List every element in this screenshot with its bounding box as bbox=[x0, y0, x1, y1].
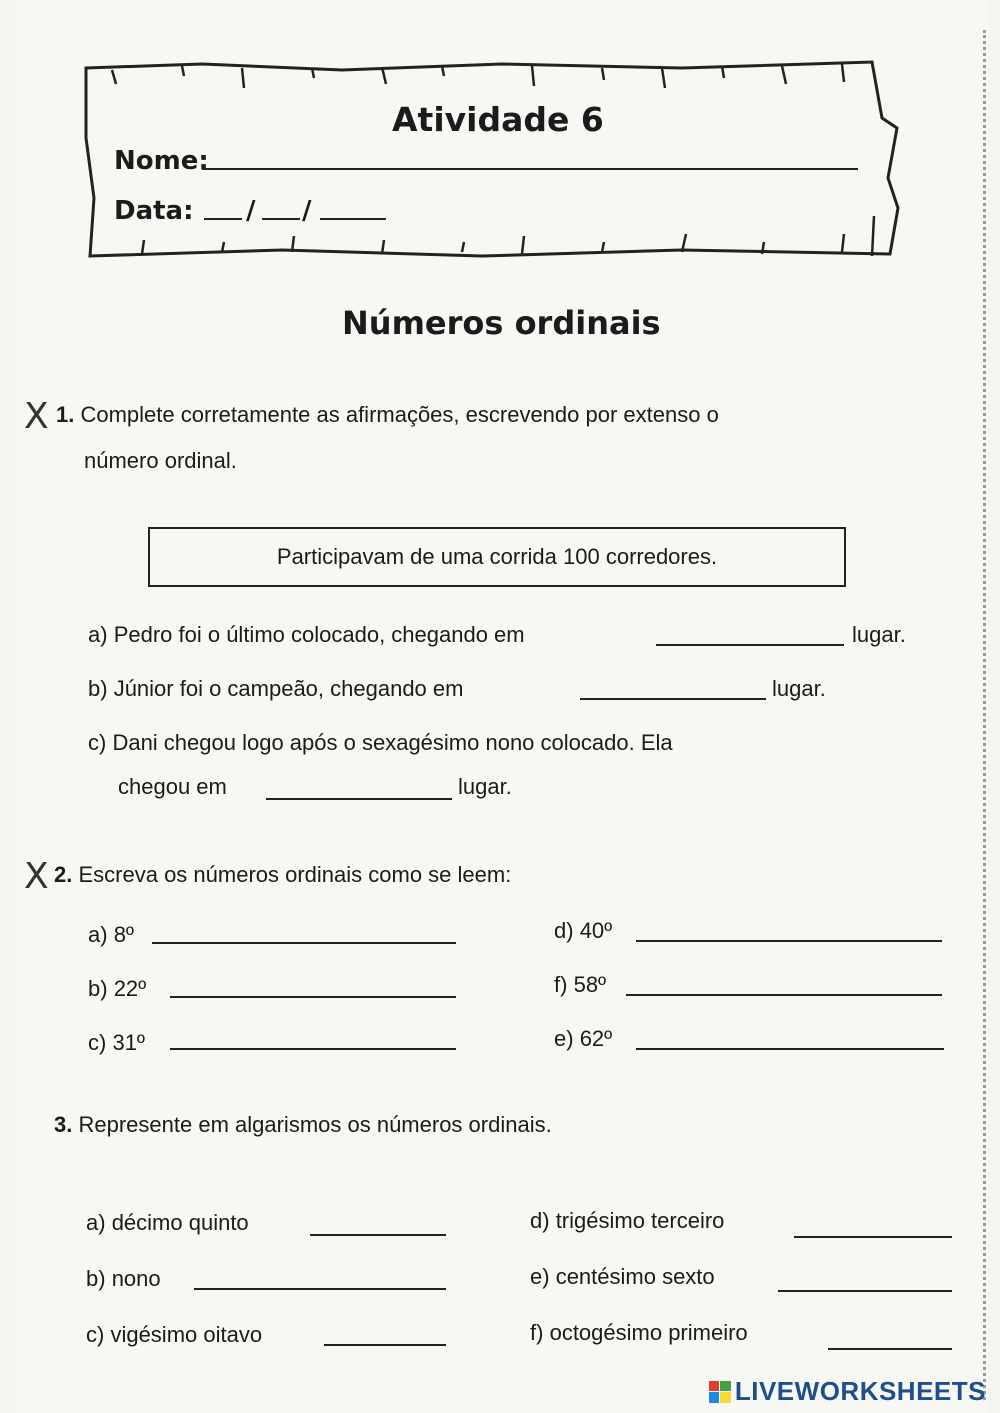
q2-f-answer-field[interactable] bbox=[626, 994, 942, 996]
q2-item-f bbox=[554, 972, 606, 998]
q1-number: 1. bbox=[56, 402, 75, 427]
date-day-field[interactable] bbox=[204, 218, 242, 220]
item-label: c) bbox=[88, 1030, 107, 1055]
q1-c-answer-field[interactable] bbox=[266, 798, 452, 800]
q3-b-answer-field[interactable] bbox=[194, 1288, 446, 1290]
item-label: b) bbox=[86, 1266, 106, 1291]
q2-b-answer-field[interactable] bbox=[170, 996, 456, 998]
item-value: trigésimo terceiro bbox=[555, 1208, 725, 1233]
q2-a-answer-field[interactable] bbox=[152, 942, 456, 944]
date-separator: / bbox=[302, 196, 312, 226]
q2-c-answer-field[interactable] bbox=[170, 1048, 456, 1050]
item-text: Pedro foi o último colocado, chegando em bbox=[113, 622, 525, 647]
q2-item-b bbox=[88, 976, 146, 1002]
item-text: chegou em bbox=[118, 774, 227, 799]
item-value: vigésimo oitavo bbox=[110, 1322, 263, 1347]
date-label: Data: bbox=[114, 196, 194, 226]
perforated-edge bbox=[983, 30, 986, 1400]
q3-item-d bbox=[530, 1208, 724, 1234]
item-label: f) bbox=[530, 1320, 544, 1345]
q3-item-f bbox=[530, 1320, 748, 1346]
q1-b-answer-field[interactable] bbox=[580, 698, 766, 700]
item-text: Dani chegou logo após o sexagésimo nono colocado. Ela bbox=[112, 730, 673, 755]
item-label: e) bbox=[554, 1026, 574, 1051]
item-value: 62º bbox=[579, 1026, 613, 1051]
item-value: 8º bbox=[113, 922, 134, 947]
item-label: d) bbox=[554, 918, 574, 943]
item-suffix: lugar. bbox=[458, 774, 512, 799]
q2-prompt: Escreva os números ordinais como se leem: bbox=[78, 862, 512, 887]
item-value: 58º bbox=[573, 972, 607, 997]
item-label: f) bbox=[554, 972, 568, 997]
x-mark: X bbox=[24, 856, 49, 897]
brand-text: LIVEWORKSHEETS bbox=[734, 1376, 986, 1406]
item-label: b) bbox=[88, 976, 108, 1001]
logo-icon bbox=[709, 1381, 731, 1403]
q3-f-answer-field[interactable] bbox=[828, 1348, 952, 1350]
q3-a-answer-field[interactable] bbox=[310, 1234, 446, 1236]
q3-item-c bbox=[86, 1322, 262, 1348]
q1-item-c bbox=[88, 730, 673, 756]
q1-prompt-line2: número ordinal. bbox=[84, 448, 237, 473]
item-value: 22º bbox=[113, 976, 147, 1001]
name-field[interactable] bbox=[202, 168, 858, 170]
item-suffix: lugar. bbox=[852, 622, 906, 647]
item-suffix: lugar. bbox=[772, 676, 826, 701]
q3-c-answer-field[interactable] bbox=[324, 1344, 446, 1346]
item-value: 31º bbox=[112, 1030, 145, 1055]
x-mark: X bbox=[24, 396, 49, 437]
item-label: a) bbox=[88, 922, 108, 947]
q3-d-answer-field[interactable] bbox=[794, 1236, 952, 1238]
q1-a-answer-field[interactable] bbox=[656, 644, 844, 646]
q1-prompt-line1 bbox=[56, 402, 719, 428]
item-label: a) bbox=[86, 1210, 106, 1235]
liveworksheets-logo[interactable] bbox=[709, 1376, 986, 1407]
item-label: a) bbox=[88, 622, 108, 647]
date-year-field[interactable] bbox=[320, 218, 386, 220]
item-label: d) bbox=[530, 1208, 550, 1233]
q2-prompt-line bbox=[54, 862, 511, 888]
q2-item-a bbox=[88, 922, 134, 948]
q1-item-b bbox=[88, 676, 463, 702]
q3-item-b bbox=[86, 1266, 161, 1292]
item-value: nono bbox=[111, 1266, 161, 1291]
topic-title: Números ordinais bbox=[342, 304, 661, 342]
q3-item-a bbox=[86, 1210, 249, 1236]
q3-item-e bbox=[530, 1264, 715, 1290]
date-separator: / bbox=[246, 196, 256, 226]
item-label: b) bbox=[88, 676, 108, 701]
item-label: c) bbox=[88, 730, 107, 755]
item-label: c) bbox=[86, 1322, 105, 1347]
item-value: centésimo sexto bbox=[555, 1264, 715, 1289]
q2-item-c bbox=[88, 1030, 145, 1056]
q3-prompt: Represente em algarismos os números ordinais. bbox=[78, 1112, 552, 1137]
q3-number: 3. bbox=[54, 1112, 73, 1137]
item-value: 40º bbox=[579, 918, 613, 943]
item-label: e) bbox=[530, 1264, 550, 1289]
q1-item-a bbox=[88, 622, 525, 648]
q2-item-e bbox=[554, 1026, 612, 1052]
q2-number: 2. bbox=[54, 862, 73, 887]
q2-d-answer-field[interactable] bbox=[636, 940, 942, 942]
date-month-field[interactable] bbox=[262, 218, 300, 220]
q3-e-answer-field[interactable] bbox=[778, 1290, 952, 1292]
q2-e-answer-field[interactable] bbox=[636, 1048, 944, 1050]
item-value: décimo quinto bbox=[111, 1210, 249, 1235]
name-label: Nome: bbox=[114, 146, 209, 176]
q2-item-d bbox=[554, 918, 612, 944]
item-text: Júnior foi o campeão, chegando em bbox=[113, 676, 464, 701]
q1-prompt: Complete corretamente as afirmações, escrevendo por extenso o bbox=[80, 402, 719, 427]
q1-context-box: Participavam de uma corrida 100 corredores. bbox=[148, 527, 846, 587]
q3-prompt-line bbox=[54, 1112, 552, 1138]
item-value: octogésimo primeiro bbox=[549, 1320, 748, 1345]
activity-title: Atividade 6 bbox=[392, 100, 604, 139]
